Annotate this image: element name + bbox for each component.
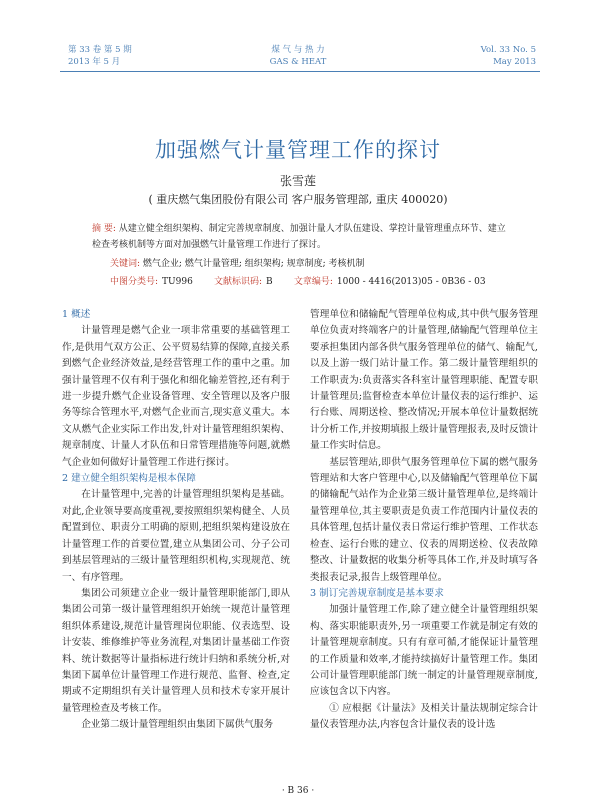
journal-issue-en [481,44,536,68]
journal-volume-en: Vol. 33 No. 5 [480,45,536,55]
clc-label: 中图分类号: [110,277,159,287]
right-column [310,307,538,734]
doc-code-label: 文献标识码: [214,277,263,287]
abstract-label: 摘 要: [92,224,116,234]
paragraph: 基层管理站,即供气服务管理单位下属的燃气服务管理站和大客户管理中心,以及储输配气管理单位下属的储输配气站作为企业第三级计量管理单位,是终端计量管理单位,其主要职责是负责工作范围内计量仪表的具体管理,包括计量仪表日常运行维护管理、工作状态检查、运行台账的建立、仪表的周期送检、仪表故障整改、计量数据的收集分析等具体工作,并及时填写各类报表记录,报告上级管理单位。 [310,456,538,583]
header-rule [60,71,540,72]
left-column [62,307,290,734]
paragraph: 计量管理是燃气企业一项非常重要的基础管理工作,是供用气双方公正、公平贸易结算的保障,直接关系到燃气企业经济效益,是经营管理工作的重中之重。加强计量管理不仅有利于强化和细化输差管控,还有利于进一步提升燃气企业设备管理、安全管理以及客户服务等综合管理水平,对燃气企业而言,现实意义重大。本文从燃气企业实际工作出发,针对计量管理组织架构、规章制度、计量人才队伍和日常管理措施等问题,就燃气企业如何做好计量管理工作进行探讨。 [62,325,290,468]
journal-volume: 第 33 卷 第 5 期 [68,45,132,55]
section-3-heading: 3 制订完善规章制度是基本要求 [310,587,444,599]
keywords [110,256,530,269]
section-2-heading: 2 建立健全组织架构是根本保障 [62,473,196,485]
classification-row [110,274,550,287]
paper-title: 加强燃气计量管理工作的探讨 [155,138,441,162]
author-affiliation: ( 重庆燃气集团股份有限公司 客户服务管理部, 重庆 400020) [148,193,448,206]
paper-author: 张雪莲 [279,174,316,188]
article-number-value: 1000 - 4416(2013)05 - 0B36 - 03 [336,277,486,287]
paragraph: 企业第二级计量管理组织由集团下属供气服务 [81,719,274,731]
paragraph: 集团公司须建立企业一级计量管理职能部门,即从集团公司第一级计量管理组织开始统一规范计量管理组织体系建设,规范计量管理岗位职能、仪表选型、设计安装、维修维护等业务流程,对集团计量基础工作资料、统计数据等计量指标进行统计归纳和系统分析,对集团下属单位计量管理工作进行规范、监督、检查,定期或不定期组织有关计量管理人员和技术专家开展计量管理检查及考核工作。 [62,587,290,714]
paragraph: 加强计量管理工作,除了建立健全计量管理组织架构、落实职能职责外,另一项重要工作就是制定有效的计量管理规章制度。只有有章可循,才能保证计量管理的工作质量和效率,才能持续搞好计量管理工作。集团公司计量管理职能部门统一制定的计量管理规章制度,应该包含以下内容。 [310,604,538,698]
clc-value: TU996 [162,277,193,287]
abstract-text: 从建立健全组织架构、制定完善规章制度、加强计量人才队伍建设、掌控计量管理重点环节、建立检查考核机制等方面对加强燃气计量管理工作进行了探讨。 [92,224,506,250]
journal-name-cn: 煤 气 与 热 力 [271,45,325,55]
journal-date-cn: 2013 年 5 月 [68,57,121,67]
section-1-heading: 1 概述 [62,309,91,320]
paragraph: 管理单位和储输配气管理单位构成,其中供气服务管理单位负责对终端客户的计量管理,储输配气管理单位主要承担集团内部各供气服务管理单位的储气、输配气,以及上游一级门站计量工作。第二级计量管理组织的工作职责为:负责落实各科室计量管理职能、配置专职计量管理员;监督检查本单位计量仪表的运行维护、运行台账、周期送检、整改情况;开展本单位计量数据统计分析工作,并按期填报上级计量管理报表,及时反馈计量工作实时信息。 [310,309,538,452]
journal-date-en: May 2013 [493,57,536,67]
paragraph: ① 应根据《计量法》及相关计量法规制定综合计量仪表管理办法,内容包含计量仪表的设计选 [310,702,538,731]
keywords-text: 燃气企业; 燃气计量管理; 组织架构; 规章制度; 考核机制 [142,259,365,269]
doc-code-value: B [266,277,273,287]
journal-name-en: GAS & HEAT [269,57,327,67]
keywords-label: 关键词: [110,259,141,269]
article-number-label: 文章编号: [293,277,333,287]
page-number: · B 36 · [281,786,315,796]
abstract [92,221,512,253]
paragraph: 在计量管理中,完善的计量管理组织架构是基础。对此,企业领导要高度重视,要按照组织架构健全、人员配置到位、职责分工明确的原则,把组织架构建设放在计量管理工作的首要位置,建立从集团公司、分子公司到基层管理站的三级计量管理组织机构,实现规范、统一、有序管理。 [62,489,290,583]
